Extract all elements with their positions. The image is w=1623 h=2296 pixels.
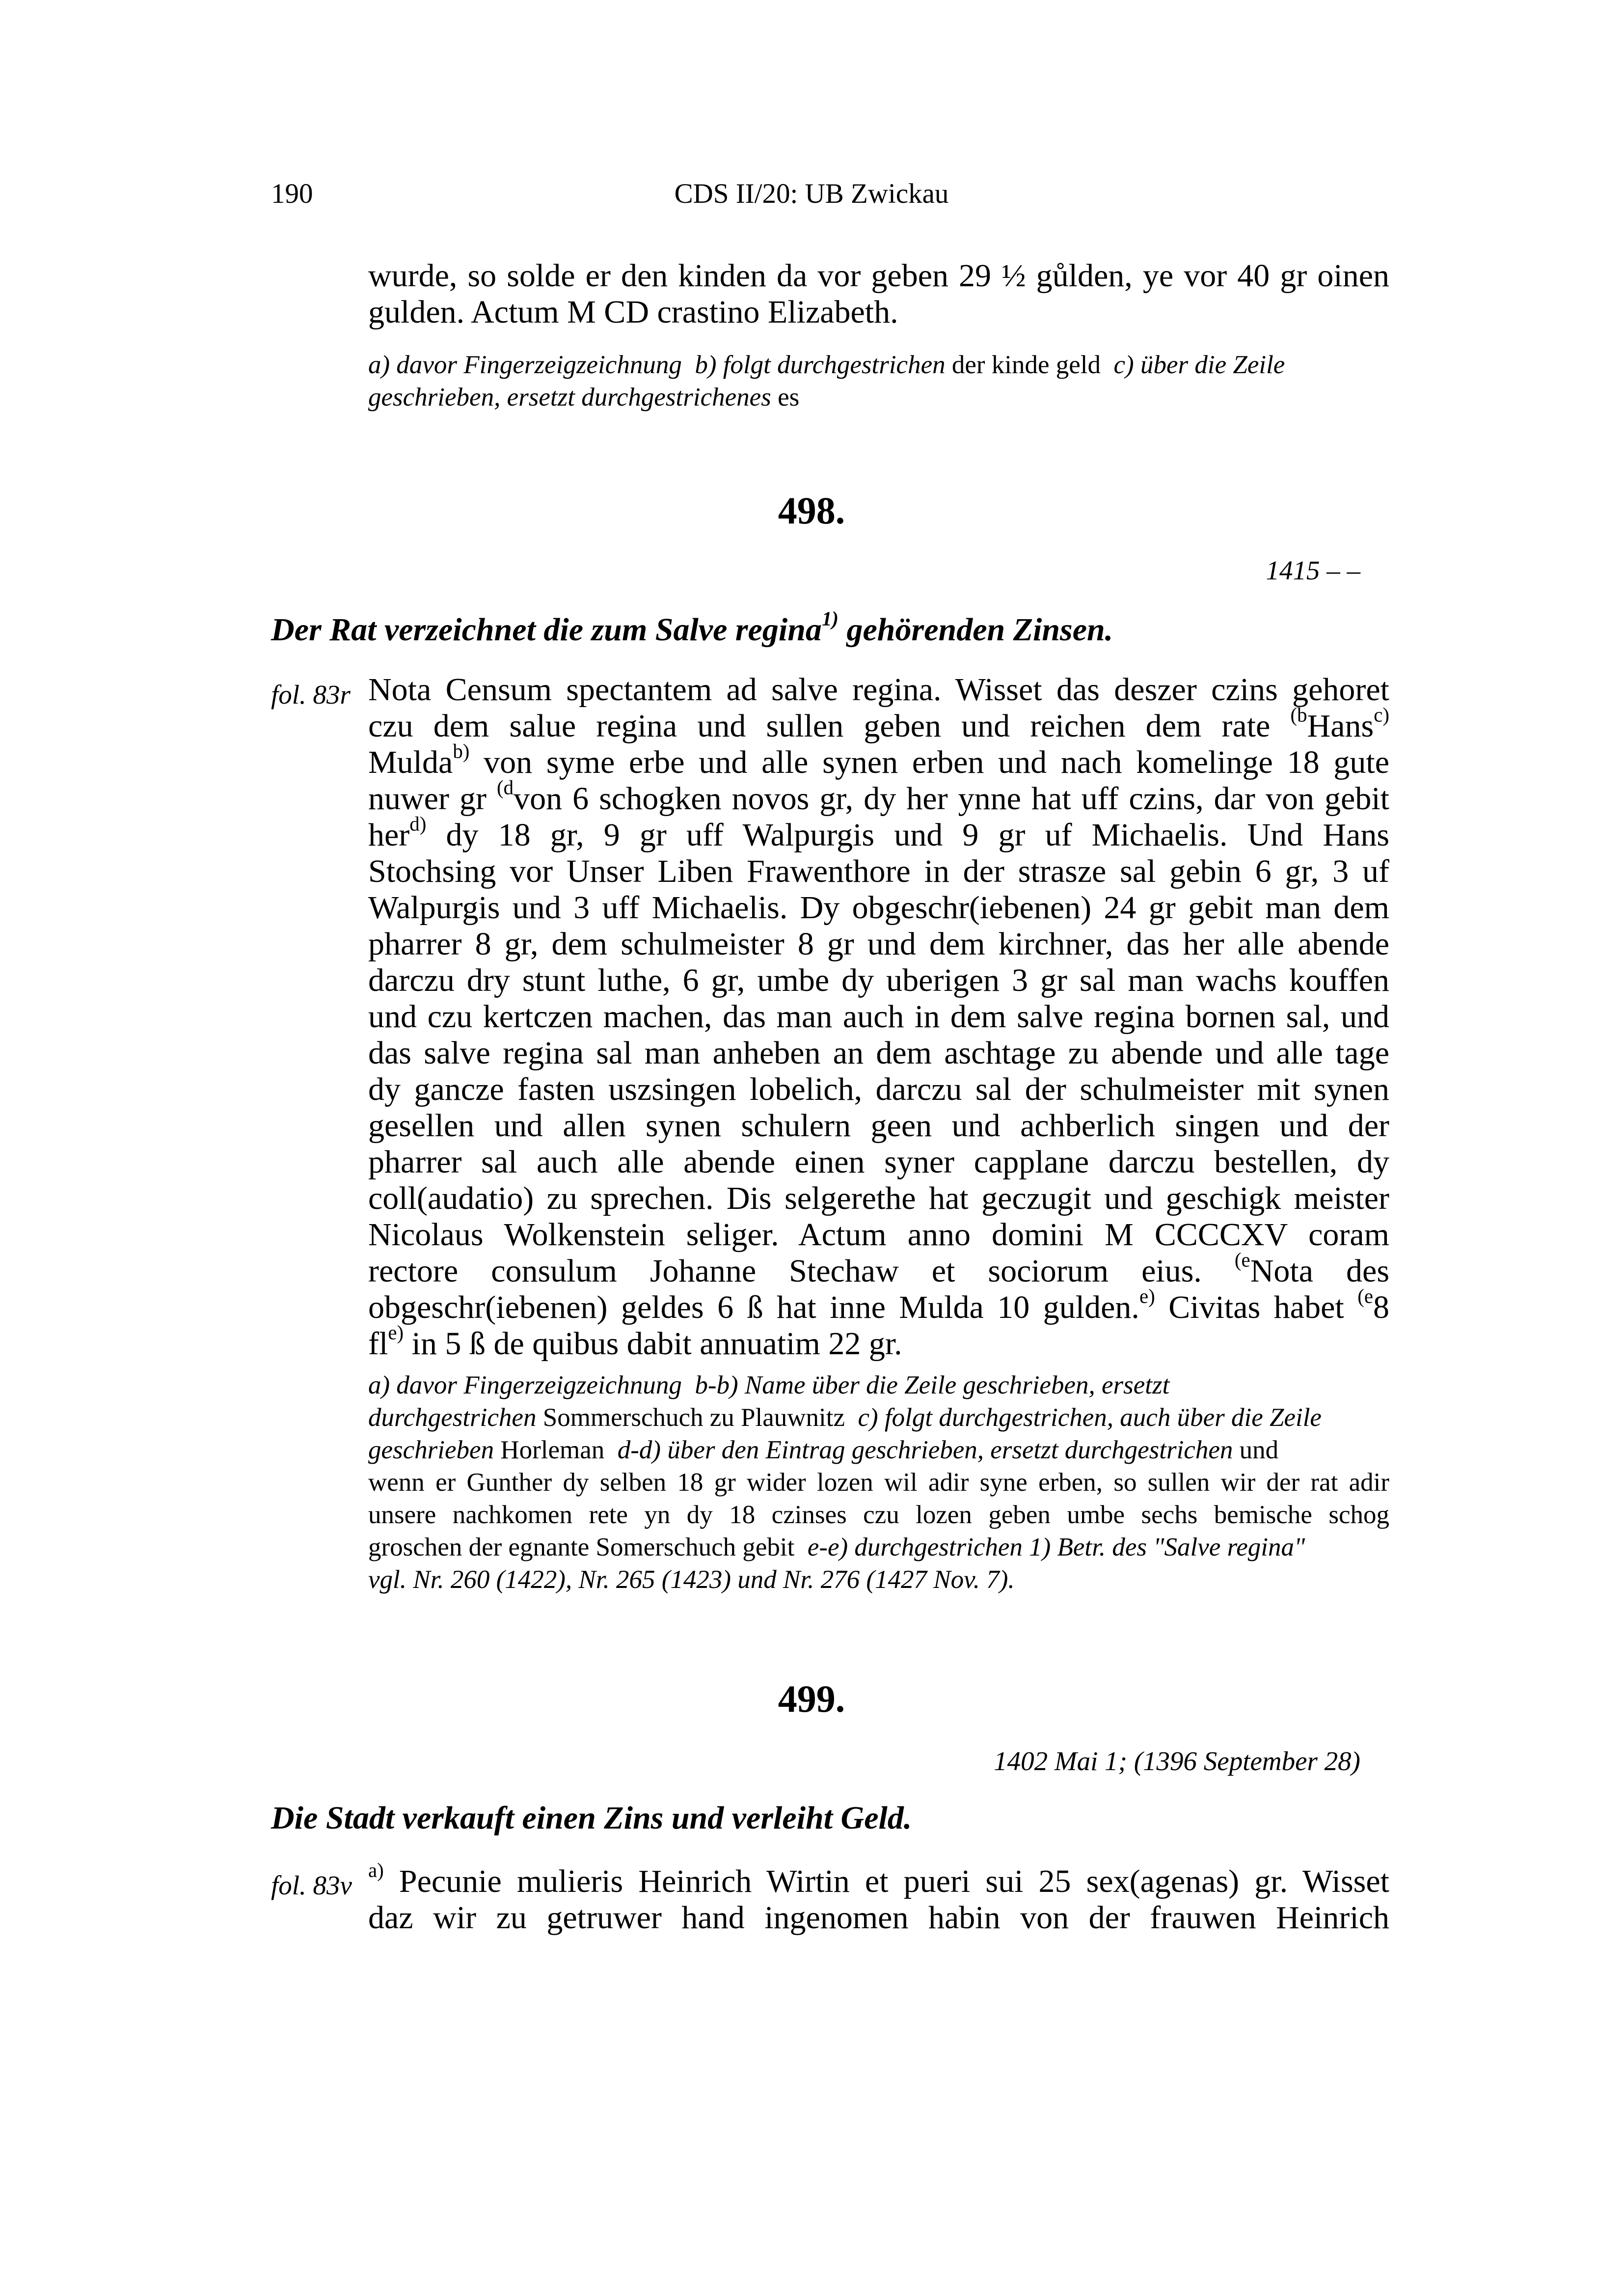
footnote-b-text: Sommerschuch zu Plauwnitz <box>542 1403 845 1432</box>
entry-499-line-1-text: Pecunie mulieris Heinrich Wirtin et pueri sui 25 sex(agenas) gr. Wisset <box>383 1863 1389 1899</box>
running-title: CDS II/20: UB Zwickau <box>674 178 949 209</box>
entry-499-line-1 <box>368 1859 1389 1900</box>
entry-498-line: $fl^{e)}$ in 5 ß de quibus dabit annuatim 22 gr. <box>368 1321 902 1362</box>
footnote-e-and-1: e-e) durchgestrichen 1) Betr. des "Salve regina" <box>807 1533 1305 1561</box>
entry-498-line: Stochsing vor Unser Liben Frawenthore in der strasze sal gebin 6 gr, 3 uf <box>368 853 1389 889</box>
footnote-d-text: und <box>1239 1436 1279 1464</box>
page-number: 190 <box>271 178 313 209</box>
entry-498-line: pharrer 8 gr, dem schulmeister 8 gr und dem kirchner, das her alle abende <box>368 926 1389 962</box>
footnote-line <box>368 1563 1389 1596</box>
entry-498-line: nuwer gr $^{(d}$von 6 schogken novos gr, dy her ynne hat uff czins, dar von gebit <box>368 776 1390 817</box>
entry-498-line: und czu kertczen machen, das man auch in dem salve regina bornen sal, und <box>368 999 1389 1035</box>
folio-498: fol. 83r <box>271 680 351 710</box>
footnote-line: wenn er Gunther dy selben 18 gr wider lozen wil adir syne erben, so sullen wir der rat adir <box>368 1468 1389 1497</box>
footnote-line <box>368 1531 1389 1563</box>
entry-498-footnotes <box>368 1369 1389 1596</box>
entry-498-line: Walpurgis und 3 uff Michaelis. Dy obgeschr(iebenen) 24 gr gebit man dem <box>368 890 1389 926</box>
prev-entry-footnotes <box>368 349 1389 413</box>
entry-498-line: gesellen und allen synen schulern geen und achberlich singen und der <box>368 1108 1389 1144</box>
entry-498-line: coll(audatio) zu sprechen. Dis selgerethe hat geczugit und geschigk meister <box>368 1180 1389 1216</box>
entry-499-sup: a) <box>368 1859 384 1882</box>
prev-footnote-line-2 <box>368 381 1389 413</box>
footnote-a: a) davor Fingerzeigzeichnung <box>368 1371 682 1399</box>
prev-note-b-text: der kinde geld <box>951 351 1101 379</box>
footnote-line <box>368 1434 1389 1466</box>
regest-498-pre: Der Rat verzeichnet die zum Salve regina <box>271 612 822 648</box>
footnote-line: unsere nachkomen rete yn dy 18 czinses czu lozen geben umbe sechs bemische schog <box>368 1501 1389 1529</box>
regest-498-post: gehörenden Zinsen. <box>839 612 1113 648</box>
folio-499: fol. 83v <box>271 1870 352 1900</box>
entry-498-line: pharrer sal auch alle abende einen syner capplane darczu bestellen, dy <box>368 1144 1389 1180</box>
footnote-1-cont: vgl. Nr. 260 (1422), Nr. 265 (1423) und Nr. 276 (1427 Nov. 7). <box>368 1565 1015 1594</box>
prev-footnote-line-1 <box>368 349 1389 381</box>
footnote-d: d-d) über den Eintrag geschrieben, ersetzt durchgestrichen <box>617 1436 1233 1464</box>
footnote-line <box>368 1369 1389 1401</box>
regest-498 <box>271 607 1113 649</box>
footnote-c-cont: geschrieben <box>368 1436 494 1464</box>
entry-499-text <box>368 1859 1389 1936</box>
entry-498-line: dy gancze fasten uszsingen lobelich, darczu sal der schulmeister mit synen <box>368 1071 1389 1107</box>
footnote-b: b-b) Name über die Zeile geschrieben, ersetzt <box>695 1371 1170 1399</box>
entry-number-498: 498. <box>778 489 845 532</box>
entry-date-499: 1402 Mai 1; (1396 September 28) <box>994 1746 1360 1776</box>
entry-498-line: Nota Censum spectantem ad salve regina. Wisset das deszer czins gehoret <box>368 672 1389 708</box>
prev-text-line-1: wurde, so solde er den kinden da vor geben 29 ½ gůlden, ye vor 40 gr oinen <box>368 258 1389 294</box>
entry-498-line: czu dem salue regina und sullen geben und reichen dem rate $^{(b}$Hans$^{c)}$ <box>368 704 1389 744</box>
regest-498-sup: 1) <box>821 607 839 630</box>
prev-note-c2: geschrieben, ersetzt durchgestrichenes <box>368 383 771 411</box>
prev-note-a: a) davor Fingerzeigzeichnung <box>368 351 682 379</box>
prev-note-c: c) über die Zeile <box>1113 351 1285 379</box>
entry-number-499: 499. <box>778 1677 845 1720</box>
prev-entry-text <box>368 258 1389 330</box>
entry-498-line: rectore consulum Johanne Stechaw et sociorum eius. $^{(e}$Nota des <box>368 1249 1389 1289</box>
entry-498-line: Mulda$^{b)}$ von syme erbe und alle synen erben und nach komelinge 18 gute <box>368 740 1389 780</box>
footnote-d-text-end: groschen der egnante Somerschuch gebit <box>368 1533 795 1561</box>
prev-text-line-2: gulden. Actum M CD crastino Elizabeth. <box>368 294 898 330</box>
footnote-c-text: Horleman <box>500 1436 605 1464</box>
entry-498-line: das salve regina sal man anheben an dem aschtage zu abende und alle tage <box>368 1035 1389 1071</box>
entry-498-line: obgeschr(iebenen) geldes 6 ß hat inne Mulda 10 gulden.$^{e)}$ Civitas habet $^{(e}$8 <box>368 1285 1390 1325</box>
prev-note-c-text: es <box>778 383 800 411</box>
footnote-c: c) folgt durchgestrichen, auch über die Zeile <box>858 1403 1322 1432</box>
entry-date-498: 1415 – – <box>1266 555 1360 585</box>
footnote-b-cont: durchgestrichen <box>368 1403 537 1432</box>
entry-498-line: Nicolaus Wolkenstein seliger. Actum anno domini M CCCCXV coram <box>368 1217 1389 1253</box>
prev-note-b: b) folgt durchgestrichen <box>695 351 946 379</box>
footnote-line <box>368 1401 1389 1434</box>
entry-498-text <box>368 672 1389 1362</box>
entry-498-line: her$^{d)}$ dy 18 gr, 9 gr uff Walpurgis und 9 gr uf Michaelis. Und Hans <box>368 813 1389 853</box>
regest-499: Die Stadt verkauft einen Zins und verleiht Geld. <box>271 1800 912 1836</box>
entry-498-line: darczu dry stunt luthe, 6 gr, umbe dy uberigen 3 gr sal man wachs kouffen <box>368 962 1389 998</box>
entry-499-line-2: daz wir zu getruwer hand ingenomen habin von der frauwen Heinrich <box>368 1900 1389 1936</box>
